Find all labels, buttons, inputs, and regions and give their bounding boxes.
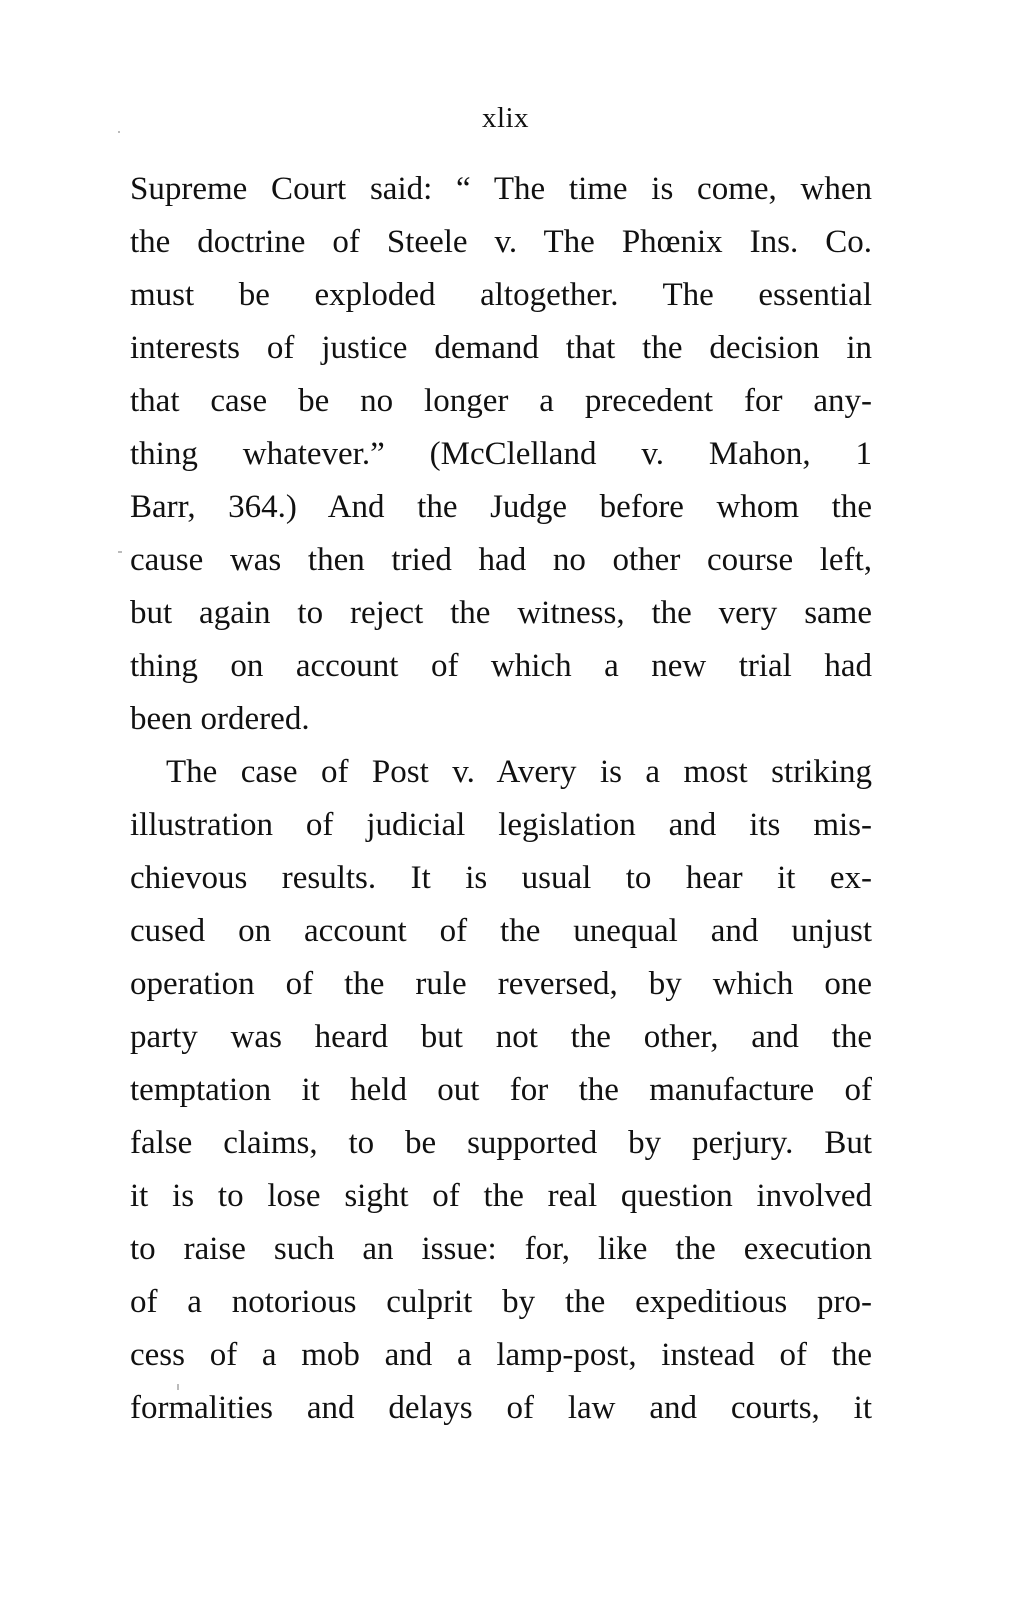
scan-speck <box>118 131 120 133</box>
text-line: cess of a mob and a lamp-post, instead of the <box>130 1337 872 1373</box>
text-line: but again to reject the witness, the very same <box>130 595 872 631</box>
text-line: thing whatever.” (McClelland v. Mahon, 1 <box>130 436 872 472</box>
paragraph-1 <box>130 163 872 746</box>
text-line: cused on account of the unequal and unjust <box>130 913 872 949</box>
paragraph-2 <box>130 746 872 1435</box>
text-line: illustration of judicial legislation and its mis- <box>130 807 872 843</box>
text-line: cause was then tried had no other course left, <box>130 542 872 578</box>
text-line: been ordered. <box>130 701 310 737</box>
text-line: false claims, to be supported by perjury. But <box>130 1125 872 1161</box>
text-line: operation of the rule reversed, by which one <box>130 966 872 1002</box>
text-line: temptation it held out for the manufacture of <box>130 1072 872 1108</box>
text-line: must be exploded altogether. The essential <box>130 277 872 313</box>
text-line: the doctrine of Steele v. The Phœnix Ins. Co. <box>130 224 872 260</box>
text-line: of a notorious culprit by the expeditious pro- <box>130 1284 872 1320</box>
scan-speck <box>177 1384 179 1390</box>
text-line: formalities and delays of law and courts, it <box>130 1390 872 1426</box>
text-line: that case be no longer a precedent for any- <box>130 383 872 419</box>
text-line: Supreme Court said: “ The time is come, when <box>130 171 872 207</box>
text-line: thing on account of which a new trial had <box>130 648 872 684</box>
text-line: party was heard but not the other, and the <box>130 1019 872 1055</box>
text-line: Barr, 364.) And the Judge before whom the <box>130 489 872 525</box>
scan-speck <box>118 551 122 553</box>
text-line: it is to lose sight of the real question involved <box>130 1178 872 1214</box>
text-line: chievous results. It is usual to hear it ex- <box>130 860 872 896</box>
body-text <box>130 163 872 1435</box>
text-line: to raise such an issue: for, like the execution <box>130 1231 872 1267</box>
page-number: xlix <box>481 102 530 134</box>
text-line: interests of justice demand that the decision in <box>130 330 872 366</box>
text-line: The case of Post v. Avery is a most striking <box>166 754 872 790</box>
